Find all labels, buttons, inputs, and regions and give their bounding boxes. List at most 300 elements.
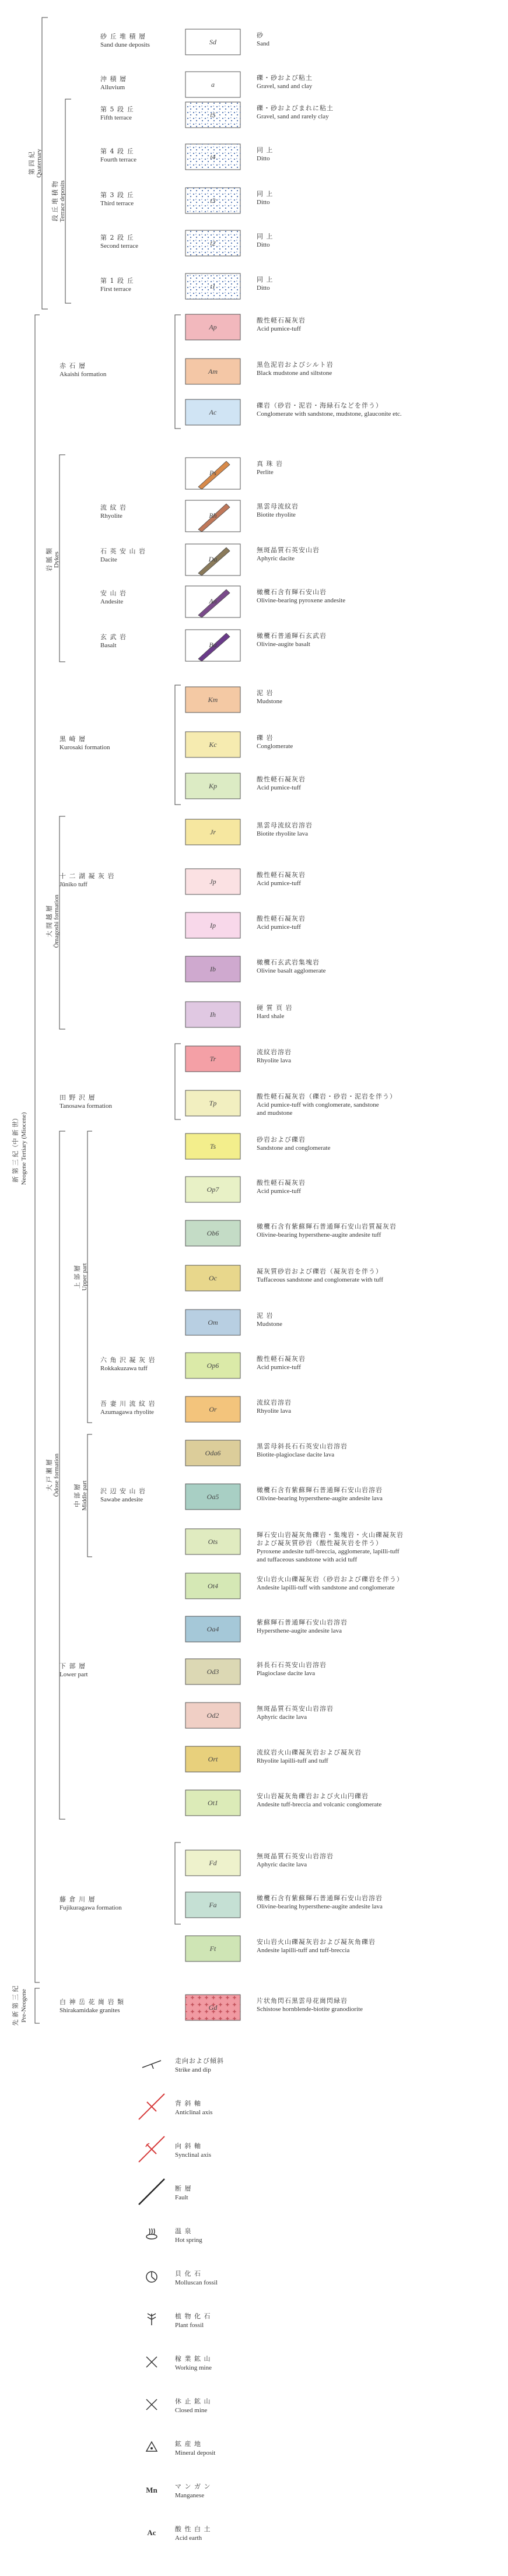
unit-description-en: Acid pumice-tuff <box>257 1364 301 1371</box>
unit-code: Oa4 <box>206 1625 219 1633</box>
legend-unit-ot4 <box>185 1573 404 1599</box>
unit-description-en: Olivine-bearing pyroxene andesite <box>257 597 346 604</box>
unit-description-ja: 橄欖石含有紫蘇輝石普通輝石安山岩溶岩 <box>257 1894 383 1902</box>
unit-description-en: Biotite-plagioclase dacite lava <box>257 1451 335 1458</box>
legend-unit-t4 <box>100 144 274 170</box>
group-label-odose-ja: 大 戸 瀬 層 <box>45 1459 53 1491</box>
symbol-label-en: Closed mine <box>175 2407 208 2414</box>
unit-description-en: Ditto <box>257 241 270 248</box>
unit-description-en: Acid pumice-tuff <box>257 1188 301 1195</box>
legend-unit-ap <box>185 314 306 340</box>
group-label-preneogene-en: Pre-Neogene <box>20 1989 27 2023</box>
legend-unit-t1 <box>100 273 274 299</box>
unit-code: Kp <box>208 782 218 790</box>
unit-code: Ot1 <box>208 1799 218 1807</box>
unit-code: Ob6 <box>206 1229 219 1237</box>
formation-name-en: Rokkakuzawa tuff <box>100 1365 148 1372</box>
unit-description-ja: 橄欖石含有輝石安山岩 <box>257 588 327 596</box>
bracket-fujikuragawa <box>175 1842 181 1924</box>
legend-unit-kc <box>59 732 293 757</box>
unit-description-ja: 礫・砂および粘土 <box>257 74 313 82</box>
unit-code: Fd <box>209 1859 217 1867</box>
unit-description-en: Olivine basalt agglomerate <box>257 967 326 974</box>
legend-unit-tr <box>185 1046 292 1072</box>
unit-description-ja: 流紋岩溶岩 <box>257 1399 292 1406</box>
legend-unit-ob6 <box>185 1220 397 1246</box>
unit-description-ja: 橄欖石含有紫蘇輝石普通輝石安山岩質凝灰岩 <box>257 1223 397 1230</box>
symbol-mineral-deposit <box>146 2440 215 2456</box>
unit-description-ja: 泥 岩 <box>257 1312 274 1319</box>
bracket-terrace <box>65 99 71 303</box>
formation-name-ja: 藤 倉 川 層 <box>59 1896 96 1903</box>
unit-description-ja: 酸性軽石凝灰岩 <box>257 871 306 879</box>
symbol-acid-earth <box>147 2525 211 2542</box>
unit-description-en: Hard shale <box>257 1013 285 1020</box>
unit-description-ja: および凝灰質砂岩（酸性凝灰岩を伴う） <box>257 1539 383 1547</box>
unit-description-en: Aphyric dacite lava <box>257 1714 307 1721</box>
unit-description-ja: 紫蘇輝石普通輝石安山岩溶岩 <box>257 1619 348 1626</box>
formation-name-en: Basalt <box>100 642 117 649</box>
group-label-middle-en: Middle part <box>81 1480 88 1511</box>
legend-unit-oda6 <box>185 1440 348 1466</box>
legend-unit-sd <box>100 29 270 55</box>
unit-code: t5 <box>210 111 216 119</box>
unit-description-ja: 流紋岩溶岩 <box>257 1048 292 1056</box>
group-label-terrace-en: Terrace deposits <box>59 180 66 222</box>
formation-name-ja: 玄 武 岩 <box>100 633 127 641</box>
symbol-strike-dip <box>142 2056 224 2073</box>
formation-name-en: Fifth terrace <box>100 114 132 121</box>
unit-description-en: Plagioclase dacite lava <box>257 1670 316 1677</box>
unit-code: Kc <box>209 740 217 749</box>
unit-description-ja: 黒雲母流紋岩 <box>257 503 299 510</box>
unit-description-ja: 同 上 <box>257 190 274 198</box>
symbol-label-en: Hot spring <box>175 2237 202 2244</box>
unit-description-en: Acid pumice-tuff <box>257 880 301 887</box>
unit-description-ja: 同 上 <box>257 276 274 283</box>
legend-unit-ps <box>185 458 283 489</box>
group-label-neogene-ja: 新 第 三 紀（中 新 世） <box>12 1114 19 1183</box>
symbol-label-ja: 背 斜 軸 <box>175 2100 201 2107</box>
formation-name-ja: 砂 丘 堆 積 層 <box>100 33 146 40</box>
legend-unit-fa <box>59 1892 383 1918</box>
legend-unit-od2 <box>185 1703 334 1728</box>
symbol-label-ja: 休 止 鉱 山 <box>175 2398 211 2405</box>
unit-code: Gd <box>208 2003 218 2012</box>
symbol-hot-spring <box>146 2227 202 2244</box>
formation-name-ja: 第 4 段 丘 <box>100 148 134 155</box>
symbol-label-en: Molluscan fossil <box>175 2279 218 2286</box>
unit-description-ja: 酸性軽石凝灰岩 <box>257 1179 306 1187</box>
unit-description-ja: 酸性軽石凝灰岩 <box>257 775 306 783</box>
formation-name-ja: 下 部 層 <box>59 1662 86 1670</box>
unit-description-en: Ditto <box>257 285 270 292</box>
unit-code: An <box>209 597 217 605</box>
unit-code: Fa <box>209 1901 217 1909</box>
bracket-preneogene <box>35 1988 40 2023</box>
syncline-icon <box>139 2136 164 2162</box>
unit-description-ja: 同 上 <box>257 146 274 154</box>
symbol-label-en: Anticlinal axis <box>175 2109 213 2116</box>
unit-description-ja: 酸性軽石凝灰岩 <box>257 915 306 922</box>
group-label-omagoshi-en: Ōmagoshi formation <box>53 894 60 948</box>
legend-unit-km <box>185 687 282 713</box>
legend-unit-t3 <box>100 188 274 213</box>
unit-description-en: and tuffaceous sandstone with acid tuff <box>257 1556 358 1563</box>
legend-unit-ac <box>185 399 402 425</box>
group-label-odose-en: Ōdose formation <box>53 1453 60 1497</box>
symbol-working-mine <box>146 2354 212 2371</box>
unit-code: t1 <box>210 282 216 290</box>
legend-unit-ip <box>185 913 306 938</box>
symbol-label-ja: 断 層 <box>175 2185 192 2192</box>
formation-name-en: Tanosawa formation <box>59 1103 112 1110</box>
unit-description-ja: 黒色泥岩およびシルト岩 <box>257 361 334 368</box>
unit-description-en: Mudstone <box>257 1321 282 1328</box>
unit-code: Ba <box>209 641 217 649</box>
group-label-dykes-en: Dykes <box>53 551 60 568</box>
symbol-label-ja: マ ン ガ ン <box>175 2483 211 2490</box>
unit-description-ja: 真 珠 岩 <box>257 460 283 468</box>
symbol-label-en: Acid earth <box>175 2535 202 2542</box>
bracket-akaishi <box>175 315 181 429</box>
unit-description-en: Conglomerate <box>257 743 293 750</box>
symbol-label-ja: 酸 性 白 土 <box>175 2525 211 2533</box>
legend-unit-am <box>59 359 334 384</box>
unit-code: Ort <box>208 1755 218 1763</box>
symbol-label-ja: 植 物 化 石 <box>175 2312 211 2320</box>
working-mine-icon <box>146 2357 157 2367</box>
unit-description-en: Olivine-augite basalt <box>257 641 310 648</box>
symbol-plant-fossil <box>148 2312 211 2329</box>
unit-description-ja: 凝灰質砂岩および礫岩（凝灰岩を伴う） <box>257 1268 383 1275</box>
unit-description-ja: 無斑晶質石英安山岩溶岩 <box>257 1852 334 1860</box>
unit-code: Da <box>208 555 218 563</box>
symbol-syncline <box>139 2136 211 2162</box>
unit-code: Ih <box>210 1010 216 1019</box>
unit-description-ja: 安山岩火山礫凝灰岩（砂岩および礫岩を伴う） <box>257 1575 404 1583</box>
unit-code: Am <box>208 367 218 375</box>
formation-name-ja: 沖 積 層 <box>100 75 127 83</box>
unit-code: Km <box>208 696 218 704</box>
bracket-middle <box>87 1434 92 1557</box>
unit-description-en: Aphyric dacite lava <box>257 1861 307 1868</box>
unit-description-ja: 酸性軽石凝灰岩 <box>257 1355 306 1363</box>
unit-code: t4 <box>210 153 216 161</box>
legend-unit-da <box>100 544 320 575</box>
mineral-deposit-icon <box>146 2442 157 2451</box>
unit-code: Ip <box>210 921 216 929</box>
formation-name-ja: 吾 妻 川 流 紋 岩 <box>100 1400 156 1408</box>
svg-text:Mn: Mn <box>146 2486 157 2494</box>
unit-code: Oda6 <box>205 1449 221 1457</box>
formation-name-en: Lower part <box>59 1671 88 1678</box>
legend-unit-ib <box>185 956 326 982</box>
unit-description-ja: 橄欖石普通輝石玄武岩 <box>257 632 327 640</box>
symbol-fault <box>139 2179 192 2205</box>
unit-description-ja: 無斑晶質石英安山岩溶岩 <box>257 1705 334 1712</box>
hot-spring-icon <box>146 2228 157 2239</box>
fault-icon <box>139 2179 164 2205</box>
formation-name-ja: 赤 石 層 <box>59 362 86 370</box>
anticline-icon <box>139 2094 164 2119</box>
formation-name-ja: 第 5 段 丘 <box>100 106 134 113</box>
formation-name-ja: 白 神 岳 花 崗 岩 類 <box>59 1998 124 2006</box>
symbol-label-ja: 貝 化 石 <box>175 2270 201 2277</box>
formation-name-en: Fujikuragawa formation <box>59 1904 122 1911</box>
formation-name-ja: 十 二 湖 凝 灰 岩 <box>59 872 115 880</box>
plant-fossil-icon <box>148 2314 156 2325</box>
unit-description-ja: 同 上 <box>257 233 274 240</box>
legend-unit-om <box>185 1310 282 1335</box>
legend-unit-fd <box>185 1850 334 1876</box>
group-label-quaternary-ja: 第 四 紀 <box>28 152 36 175</box>
acid-earth-icon <box>147 2528 156 2537</box>
formation-name-en: Third terrace <box>100 200 134 207</box>
formation-name-ja: 流 紋 岩 <box>100 504 127 511</box>
legend-unit-or <box>100 1396 292 1422</box>
unit-description-ja: 流紋岩火山礫凝灰岩および凝灰岩 <box>257 1749 362 1756</box>
legend-unit-oa4 <box>185 1616 348 1642</box>
unit-description-en: Hypersthene-augite andesite lava <box>257 1627 342 1634</box>
formation-name-ja: 第 3 段 丘 <box>100 191 134 199</box>
symbol-label-en: Plant fossil <box>175 2322 204 2329</box>
legend-unit-a <box>100 72 313 97</box>
symbol-label-ja: 稼 業 鉱 山 <box>175 2355 211 2363</box>
unit-code: t3 <box>210 196 216 205</box>
unit-description-en: Pyroxene andesite tuff-breccia, agglomerate, lapilli-tuff <box>257 1548 400 1555</box>
unit-code: Jp <box>209 878 216 886</box>
formation-name-en: Azumagawa rhyolite <box>100 1409 154 1416</box>
bracket-upper <box>87 1131 92 1423</box>
unit-description-en: Schistose hornblende-biotite granodiorite <box>257 2006 363 2013</box>
molluscan-fossil-icon <box>146 2272 157 2282</box>
formation-name-ja: 石 英 安 山 岩 <box>100 548 146 555</box>
unit-description-ja: 泥 岩 <box>257 689 274 697</box>
unit-code: Od3 <box>206 1668 219 1676</box>
unit-code: Tr <box>209 1055 216 1063</box>
unit-description-ja: 黒雲母斜長石石英安山岩溶岩 <box>257 1443 348 1450</box>
unit-description-ja: 酸性軽石凝灰岩 <box>257 317 306 324</box>
formation-name-en: Jūniko tuff <box>59 881 87 888</box>
unit-description-ja: 砂 <box>257 31 264 39</box>
group-label-quaternary-en: Quaternary <box>36 149 43 178</box>
group-label-preneogene-ja: 先 新 第 三 紀 <box>12 1985 19 2026</box>
unit-code: Ps <box>209 469 216 477</box>
bracket-quaternary <box>42 17 48 309</box>
unit-code: Om <box>208 1318 218 1326</box>
unit-description-en: Andesite tuff-breccia and volcanic conglomerate <box>257 1801 382 1808</box>
unit-description-ja: 斜長石石英安山岩溶岩 <box>257 1661 327 1669</box>
unit-code: Jr <box>210 828 216 836</box>
legend-unit-jp <box>59 869 306 894</box>
legend-unit-ba <box>100 630 327 661</box>
unit-description-en: Perlite <box>257 469 274 476</box>
formation-name-en: Sand dune deposits <box>100 41 150 48</box>
unit-description-en: Aphyric dacite <box>257 555 295 562</box>
symbol-label-ja: 温 泉 <box>175 2227 192 2235</box>
unit-description-en: Acid pumice-tuff <box>257 784 301 791</box>
unit-code: t2 <box>210 239 216 247</box>
legend-unit-tp <box>59 1090 397 1117</box>
unit-description-ja: 無斑晶質石英安山岩 <box>257 546 320 554</box>
unit-code: Ap <box>209 323 217 331</box>
unit-description-en: Black mudstone and siltstone <box>257 370 332 377</box>
legend-unit-kp <box>185 773 306 799</box>
legend-unit-ort <box>185 1746 362 1772</box>
unit-description-en: Rhyolite lava <box>257 1408 291 1415</box>
unit-description-en: Biotite rhyolite lava <box>257 830 308 837</box>
unit-code: Ts <box>209 1142 216 1150</box>
symbol-label-en: Working mine <box>175 2364 212 2371</box>
legend-unit-ih <box>185 1002 293 1027</box>
unit-description-en: Acid pumice-tuff <box>257 924 301 931</box>
formation-name-en: Sawabe andesite <box>100 1496 143 1503</box>
legend-unit-gd <box>59 1995 363 2020</box>
legend-unit-jr <box>185 819 313 845</box>
unit-description-en: Sand <box>257 40 269 47</box>
formation-name-en: Kurosaki formation <box>59 744 110 751</box>
formation-name-ja: 黒 崎 層 <box>59 735 86 743</box>
legend-unit-an <box>100 586 345 617</box>
unit-code: Ft <box>209 1945 216 1953</box>
unit-description-ja: 砂岩および礫岩 <box>257 1136 306 1143</box>
manganese-icon <box>146 2486 157 2494</box>
unit-code: Oc <box>209 1274 217 1282</box>
unit-description-ja: 礫 岩 <box>257 734 274 742</box>
legend-unit-ts <box>185 1133 331 1159</box>
formation-name-en: Dacite <box>100 556 117 563</box>
formation-name-en: Rhyolite <box>100 513 122 520</box>
bracket-neogene <box>35 315 40 1982</box>
unit-code: Or <box>209 1405 217 1413</box>
unit-code: Tp <box>209 1099 217 1107</box>
symbol-anticline <box>139 2094 212 2119</box>
unit-code: Op7 <box>206 1185 219 1194</box>
unit-code: Ots <box>208 1538 218 1546</box>
group-label-neogene-en: Neogene Tertiary (Miocene) <box>20 1112 27 1185</box>
group-label-upper-en: Upper part <box>81 1263 88 1291</box>
formation-name-en: Andesite <box>100 598 124 605</box>
unit-description-en: Acid pumice-tuff <box>257 325 301 332</box>
unit-description-en: Gravel, sand and rarely clay <box>257 113 329 120</box>
unit-code: Ac <box>209 408 217 416</box>
bracket-odose <box>59 1131 65 1819</box>
legend-unit-t2 <box>100 230 274 256</box>
group-label-upper-ja: 上 部 層 <box>73 1265 81 1289</box>
unit-description-en: Olivine-bearing hypersthene-augite andesite lava <box>257 1495 383 1502</box>
unit-description-en: Mudstone <box>257 698 282 705</box>
group-label-omagoshi-ja: 大 間 越 層 <box>45 905 53 938</box>
unit-code: Ot4 <box>208 1582 218 1590</box>
formation-name-ja: 第 2 段 丘 <box>100 234 134 241</box>
legend-unit-od3 <box>59 1659 327 1684</box>
unit-description-en: Sandstone and conglomerate <box>257 1145 331 1152</box>
unit-description-ja: 輝石安山岩凝灰角礫岩・集塊岩・火山礫凝灰岩 <box>257 1531 404 1539</box>
formation-name-ja: 田 野 沢 層 <box>59 1094 96 1101</box>
legend-unit-oc <box>185 1265 383 1291</box>
bracket-tanosawa <box>175 1044 181 1119</box>
unit-description-ja: 安山岩火山礫凝灰岩および凝灰角礫岩 <box>257 1938 376 1946</box>
group-label-middle-ja: 中 部 層 <box>73 1484 81 1507</box>
symbol-label-ja: 鉱 産 地 <box>175 2440 201 2448</box>
unit-description-en: Andesite lapilli-tuff with sandstone and conglomerate <box>257 1584 395 1591</box>
unit-description-ja: 橄欖石玄武岩集塊岩 <box>257 959 320 966</box>
unit-description-en: Gravel, sand and clay <box>257 83 313 90</box>
unit-description-ja: 安山岩凝灰角礫岩および火山円礫岩 <box>257 1792 369 1800</box>
formation-name-ja: 安 山 岩 <box>100 589 127 597</box>
unit-description-en: Olivine-bearing hypersthene-augite andesite lava <box>257 1903 383 1910</box>
bracket-kurosaki <box>175 685 181 805</box>
legend-unit-ft <box>185 1936 376 1961</box>
formation-name-ja: 第 1 段 丘 <box>100 277 134 285</box>
unit-description-en: Olivine-bearing hypersthene-augite andesite tuff <box>257 1231 381 1238</box>
unit-code: Sd <box>209 38 216 46</box>
unit-description-en: and mudstone <box>257 1110 293 1117</box>
unit-description-ja: 黒雲母流紋岩溶岩 <box>257 822 313 829</box>
formation-name-en: Second terrace <box>100 243 139 250</box>
symbol-label-ja: 走向および傾斜 <box>175 2057 224 2065</box>
unit-description-ja: 硬 質 頁 岩 <box>257 1004 293 1012</box>
formation-name-en: Alluvium <box>100 84 125 91</box>
unit-description-ja: 礫・砂およびまれに粘土 <box>257 104 334 112</box>
formation-name-en: First terrace <box>100 286 131 293</box>
legend-unit-op7 <box>185 1177 306 1202</box>
group-label-dykes-ja: 岩 脈 類 <box>45 548 53 571</box>
symbol-label-en: Fault <box>175 2194 188 2201</box>
unit-description-en: Ditto <box>257 199 270 206</box>
unit-description-en: Tuffaceous sandstone and conglomerate with tuff <box>257 1276 384 1283</box>
symbol-label-en: Synclinal axis <box>175 2152 212 2159</box>
unit-code: Ib <box>210 965 216 973</box>
formation-name-ja: 沢 辺 安 山 岩 <box>100 1487 146 1495</box>
unit-code: Op6 <box>206 1361 219 1370</box>
unit-description-en: Conglomerate with sandstone, mudstone, glauconite etc. <box>257 410 402 417</box>
unit-description-en: Andesite lapilli-tuff and tuff-breccia <box>257 1947 350 1954</box>
symbol-molluscan-fossil <box>146 2269 218 2286</box>
unit-code: Rh <box>209 511 217 520</box>
unit-description-en: Acid pumice-tuff with conglomerate, sandstone <box>257 1101 379 1108</box>
svg-text:Ac: Ac <box>147 2528 156 2537</box>
unit-description-ja: 礫岩（砂岩・泥岩・海緑石などを伴う） <box>257 402 383 409</box>
symbol-label-en: Mineral deposit <box>175 2449 216 2456</box>
symbol-label-ja: 向 斜 軸 <box>175 2142 201 2150</box>
strike-dip-icon <box>142 2061 161 2069</box>
unit-description-ja: 片状角閃石黒雲母花崗閃緑岩 <box>257 1997 348 2005</box>
unit-description-en: Biotite rhyolite <box>257 511 296 518</box>
unit-code: Od2 <box>206 1711 219 1719</box>
symbol-closed-mine <box>146 2397 211 2414</box>
legend-unit-op6 <box>100 1353 306 1378</box>
bracket-dykes <box>59 455 65 662</box>
symbol-manganese <box>146 2483 211 2499</box>
unit-description-ja: 酸性軽石凝灰岩（礫岩・砂岩・泥岩を伴う） <box>257 1093 397 1100</box>
unit-code: Oa5 <box>206 1493 219 1501</box>
unit-description-ja: 橄欖石含有紫蘇輝石普通輝石安山岩溶岩 <box>257 1486 383 1494</box>
unit-description-en: Rhyolite lapilli-tuff and tuff <box>257 1757 328 1764</box>
legend-unit-oa5 <box>100 1484 383 1510</box>
formation-name-en: Shirakamidake granites <box>59 2007 120 2014</box>
unit-description-en: Rhyolite lava <box>257 1057 291 1064</box>
bracket-omagoshi <box>59 816 65 1029</box>
closed-mine-icon <box>146 2399 157 2410</box>
legend-unit-ot1 <box>185 1790 381 1816</box>
unit-description-en: Ditto <box>257 155 270 162</box>
group-label-terrace-ja: 段 丘 堆 積 物 <box>51 181 59 222</box>
formation-name-ja: 六 角 沢 凝 灰 岩 <box>100 1356 156 1364</box>
legend-unit-t5 <box>100 102 334 128</box>
formation-name-en: Fourth terrace <box>100 156 136 163</box>
